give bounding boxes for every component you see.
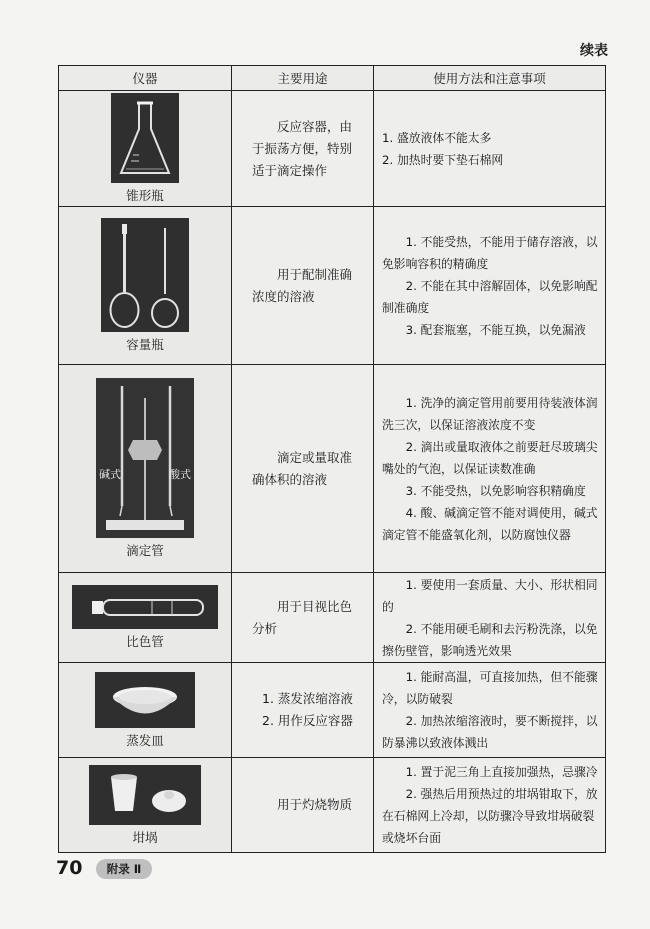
- note-item: 2. 加热时要下垫石棉网: [382, 152, 504, 167]
- note-item: 4. 酸、碱滴定管不能对调使用，碱式滴定管不能盛氧化剂，以防腐蚀仪器: [382, 505, 598, 542]
- instrument-cell: [59, 573, 232, 663]
- note-item: 2. 不能在其中溶解固体，以免影响配制准确度: [382, 278, 598, 315]
- instrument-name: 坩埚: [132, 829, 158, 845]
- table-row: [59, 207, 606, 365]
- note-item: 3. 不能受热，以免影响容积精确度: [382, 483, 586, 498]
- main-use-cell: [232, 663, 374, 758]
- notes-cell: [374, 758, 606, 853]
- conical-flask-photo: [111, 93, 179, 183]
- note-item: 1. 置于泥三角上直接加强热，忌骤冷: [382, 765, 598, 779]
- main-use-cell: 用于目视比色分析: [232, 573, 374, 663]
- instrument-name: 容量瓶: [126, 337, 164, 352]
- table-row: [59, 573, 606, 663]
- crucible-photo: [89, 765, 201, 825]
- main-use-cell: 滴定或量取准确体积的溶液: [232, 365, 374, 573]
- note-item: 1. 盛放液体不能太多: [382, 130, 492, 145]
- section-badge: 附录 Ⅱ: [96, 859, 152, 879]
- header-usage-notes: 使用方法和注意事项: [374, 66, 606, 91]
- burette-label-alkaline: 碱式: [99, 468, 121, 481]
- instrument-name: 滴定管: [126, 543, 164, 558]
- use-item: 2. 用作反应容器: [262, 713, 353, 728]
- table-row: [59, 91, 606, 207]
- header-instrument: 仪器: [59, 66, 232, 91]
- main-use-cell: 用于配制准确浓度的溶液: [232, 207, 374, 365]
- evaporating-dish-photo: [95, 672, 195, 728]
- instrument-name: 蒸发皿: [126, 732, 164, 748]
- note-item: 1. 要使用一套质量、大小、形状相同的: [382, 577, 598, 614]
- instrument-name: 锥形瓶: [126, 188, 164, 203]
- main-use-cell: 用于灼烧物质: [232, 758, 374, 853]
- note-item: 2. 不能用硬毛刷和去污粉洗涤，以免擦伤壁管，影响透光效果: [382, 621, 598, 658]
- colorimetric-tube-photo: [72, 585, 218, 629]
- instrument-cell: [59, 758, 232, 853]
- instrument-cell: [59, 365, 232, 573]
- notes-cell: [374, 91, 606, 207]
- note-item: 1. 不能受热，不能用于储存溶液，以免影响容积的精确度: [382, 234, 598, 271]
- instrument-cell: [59, 91, 232, 207]
- notes-cell: [374, 663, 606, 758]
- notes-cell: [374, 365, 606, 573]
- burette-photo: [96, 378, 194, 538]
- notes-cell: [374, 207, 606, 365]
- burette-label-acid: 酸式: [169, 468, 191, 481]
- note-item: 2. 加热浓缩溶液时，要不断搅拌，以防暴沸以致液体溅出: [382, 714, 598, 750]
- continued-label: 续表: [580, 43, 608, 59]
- table-row: [59, 663, 606, 758]
- note-item: 1. 能耐高温，可直接加热，但不能骤冷，以防破裂: [382, 670, 598, 706]
- volumetric-flask-photo: [101, 218, 189, 332]
- note-item: 2. 强热后用预热过的坩埚钳取下，放在石棉网上冷却，以防骤冷导致坩埚破裂或烧坏台面: [382, 787, 598, 845]
- note-item: 3. 配套瓶塞，不能互换，以免漏液: [382, 322, 586, 337]
- use-item: 1. 蒸发浓缩溶液: [262, 691, 353, 706]
- instrument-table: [58, 65, 606, 853]
- notes-cell: [374, 573, 606, 663]
- header-main-use: 主要用途: [232, 66, 374, 91]
- note-item: 2. 滴出或量取液体之前要赶尽玻璃尖嘴处的气泡，以保证读数准确: [382, 439, 598, 476]
- note-item: 1. 洗净的滴定管用前要用待装液体润洗三次，以保证溶液浓度不变: [382, 395, 598, 432]
- table-header-row: [59, 66, 606, 91]
- table-row: [59, 365, 606, 573]
- instrument-name: 比色管: [126, 634, 164, 649]
- instrument-cell: [59, 207, 232, 365]
- instrument-cell: [59, 663, 232, 758]
- page-number: 70: [56, 857, 83, 879]
- main-use-cell: 反应容器，由于振荡方便，特别适于滴定操作: [232, 91, 374, 207]
- table-row: [59, 758, 606, 853]
